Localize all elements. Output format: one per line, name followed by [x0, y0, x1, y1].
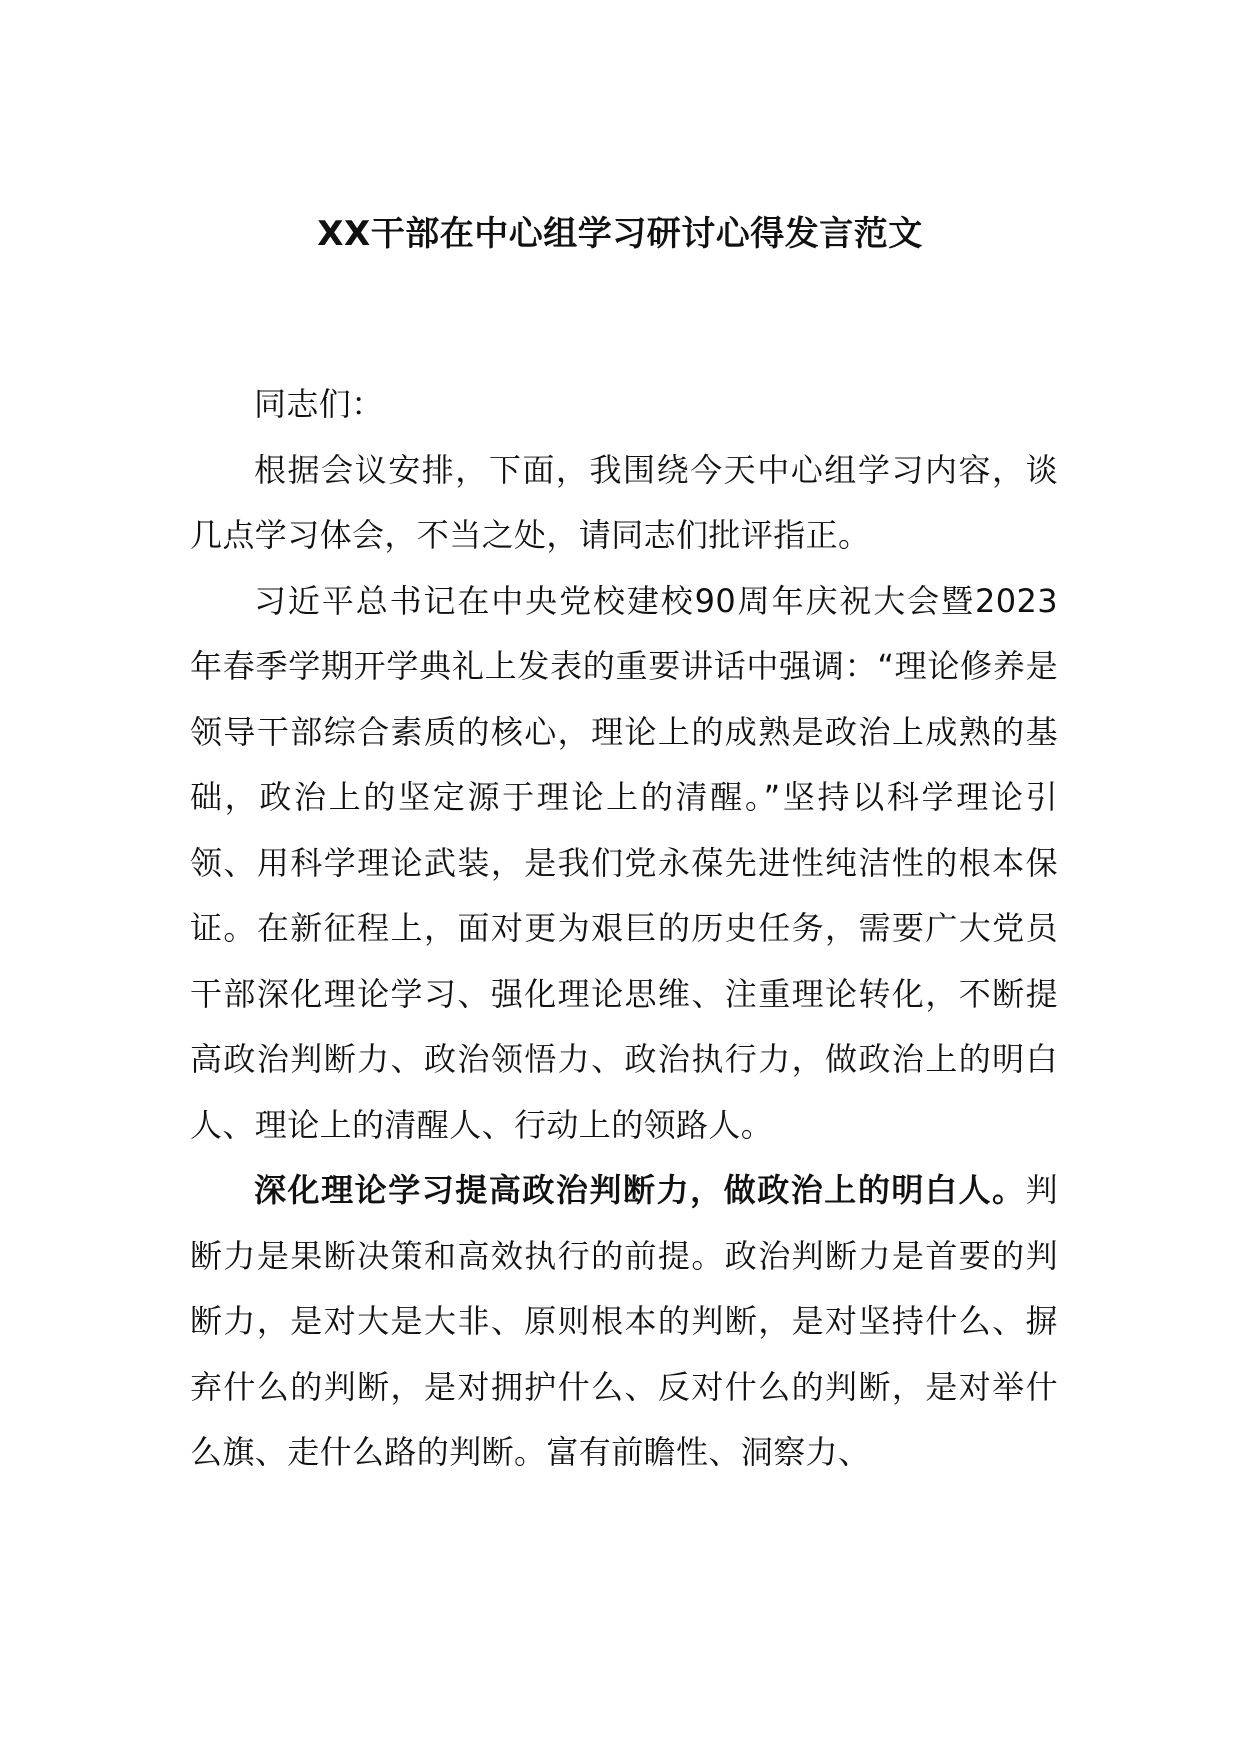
section-heading: 深化理论学习提高政治判断力，做政治上的明白人。 [254, 1171, 1026, 1209]
paragraph-intro: 根据会议安排，下面，我围绕今天中心组学习内容，谈几点学习体会，不当之处，请同志们批评指正。 [190, 450, 1058, 554]
document-body [190, 372, 1058, 1486]
paragraph-section-one [190, 1158, 1058, 1486]
salutation: 同志们： [254, 385, 384, 423]
document-title: XX干部在中心组学习研讨心得发言范文 [317, 214, 923, 254]
section-one-text: 判断力是果断决策和高效执行的前提。政治判断力是首要的判断力，是对大是大非、原则根本的判断，是对坚持什么、摒弃什么的判断，是对拥护什么、反对什么的判断，是对举什么旗、走什么路的判断。富有前瞻性、洞察力、 [190, 1171, 1058, 1471]
paragraph-quote: 习近平总书记在中央党校建校90周年庆祝大会暨2023年春季学期开学典礼上发表的重要讲话中强调：“理论修养是领导干部综合素质的核心，理论上的成熟是政治上成熟的基础，政治上的坚定源于理论上的清醒。”坚持以科学理论引领、用科学理论武装，是我们党永葆先进性纯洁性的根本保证。在新征程上，面对更为艰巨的历史任务，需要广大党员干部深化理论学习、强化理论思维、注重理论转化，不断提高政治判断力、政治领悟力、政治执行力，做政治上的明白人、理论上的清醒人、行动上的领路人。 [190, 581, 1058, 1144]
